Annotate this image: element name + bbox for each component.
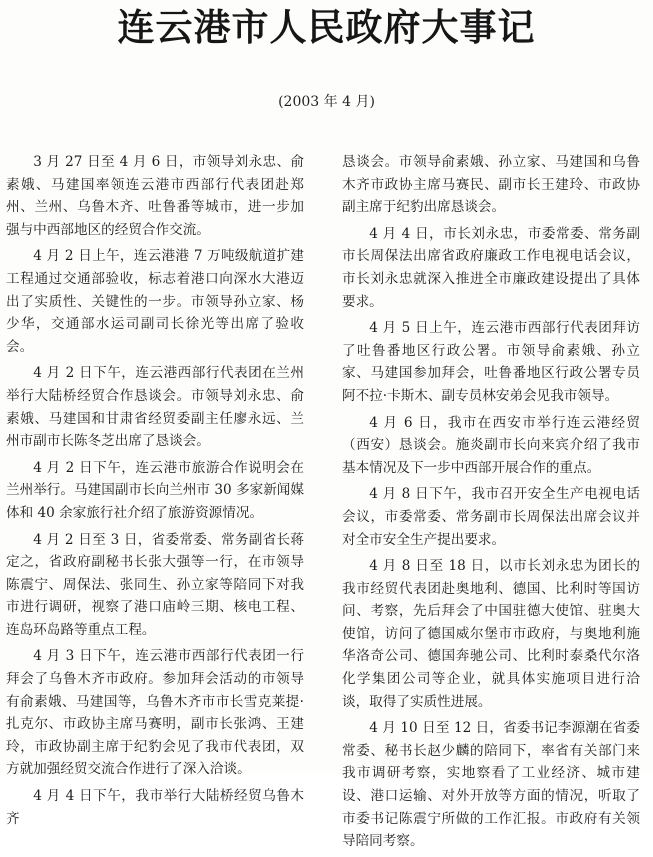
event-paragraph-continued: 恳谈会。市领导俞素娥、孙立家、马建国和乌鲁木齐市政协主席马赛民、副市长王建玲、市政协副主席于纪豹出席恳谈会。 (342, 154, 640, 216)
event-paragraph: 4 月 2 日下午，连云港市旅游合作说明会在兰州举行。马建国副市长向兰州市 30 多家新闻媒体和 40 余家旅行社介绍了旅游资源情况。 (6, 459, 304, 521)
document-subtitle: (2003 年 4 月) (278, 94, 375, 110)
event-paragraph: 4 月 2 日上午，连云港港 7 万吨级航道扩建工程通过交通部验收，标志着港口向深水大港迈出了实质性、关键性的一步。市领导孙立家、杨少华，交通部水运司副司长徐光等出席了验收会。 (6, 248, 304, 355)
event-paragraph: 4 月 2 日至 3 日，省委常委、常务副省长蒋定之，省政府副秘书长张大强等一行，在市领导陈震宁、周保法、张同生、孙立家等陪同下对我市进行调研，视察了港口庙岭三期、核电工程、连岛环岛路等重点工程。 (6, 531, 304, 638)
event-paragraph: 4 月 10 日至 12 日，省委书记李源潮在省委常委、秘书长赵少麟的陪同下，率省有关部门来我市调研考察，实地察看了工业经济、城市建设、港口运输、对外开放等方面的情况，听取了市委书记陈震宁所做的工作汇报。市政府有关领导陪同考察。 (342, 720, 640, 850)
document-title: 连云港市人民政府大事记 (117, 6, 536, 49)
event-paragraph: 4 月 8 日下午，我市召开安全生产电视电话会议，市委常委、常务副市长周保法出席会议并对全市安全生产提出要求。 (342, 486, 640, 548)
event-paragraph: 4 月 3 日下午，连云港市西部行代表团一行拜会了乌鲁木齐市政府。参加拜会活动的市领导有俞素娥、马建国等，乌鲁木齐市市长雪克莱提·扎克尔、市政协主席马赛明，副市长张鸿、王建玲，市政协副主席于纪豹会见了我市代表团，双方就加强经贸交流合作进行了深入洽谈。 (6, 648, 304, 778)
event-paragraph: 4 月 4 日下午，我市举行大陆桥经贸乌鲁木齐 (6, 788, 304, 827)
event-paragraph: 4 月 2 日下午，连云港西部行代表团在兰州举行大陆桥经贸合作恳谈会。市领导刘永忠、俞素娥、马建国和甘肃省经贸委副主任廖永远、兰州市副市长陈冬芝出席了恳谈会。 (6, 365, 304, 450)
event-paragraph: 3 月 27 日至 4 月 6 日，市领导刘永忠、俞素娥、马建国率领连云港市西部行代表团赴郑州、兰州、乌鲁木齐、吐鲁番等城市，进一步加强与中西部地区的经贸合作交流。 (6, 154, 304, 238)
event-paragraph: 4 月 6 日，我市在西安市举行连云港经贸（西安）恳谈会。施炎副市长向来宾介绍了我市基本情况及下一步中西部开展合作的重点。 (342, 414, 640, 476)
right-column (342, 151, 640, 857)
event-paragraph: 4 月 4 日，市长刘永忠，市委常委、常务副市长周保法出席省政府廉政工作电视电话会议，市长刘永忠就深入推进全市廉政建设提出了具体要求。 (342, 225, 640, 310)
left-column (6, 151, 304, 834)
event-paragraph: 4 月 5 日上午，连云港市西部行代表团拜访了吐鲁番地区行政公署。市领导俞素娥、孙立家、马建国参加拜会，吐鲁番地区行政公署专员阿不拉·卡斯木、副专员林安弟会见我市领导。 (342, 320, 640, 404)
event-paragraph: 4 月 8 日至 18 日，以市长刘永忠为团长的我市经贸代表团赴奥地利、德国、比利时等国访问、考察，先后拜会了中国驻德大使馆、驻奥大使馆，访问了德国威尔堡市市政府，与奥地利施华洛奇公司、德国奔驰公司、比利时泰桑代尔洛化学集团公司等企业，就具体实施项目进行洽谈，取得了实质性进展。 (342, 558, 640, 710)
